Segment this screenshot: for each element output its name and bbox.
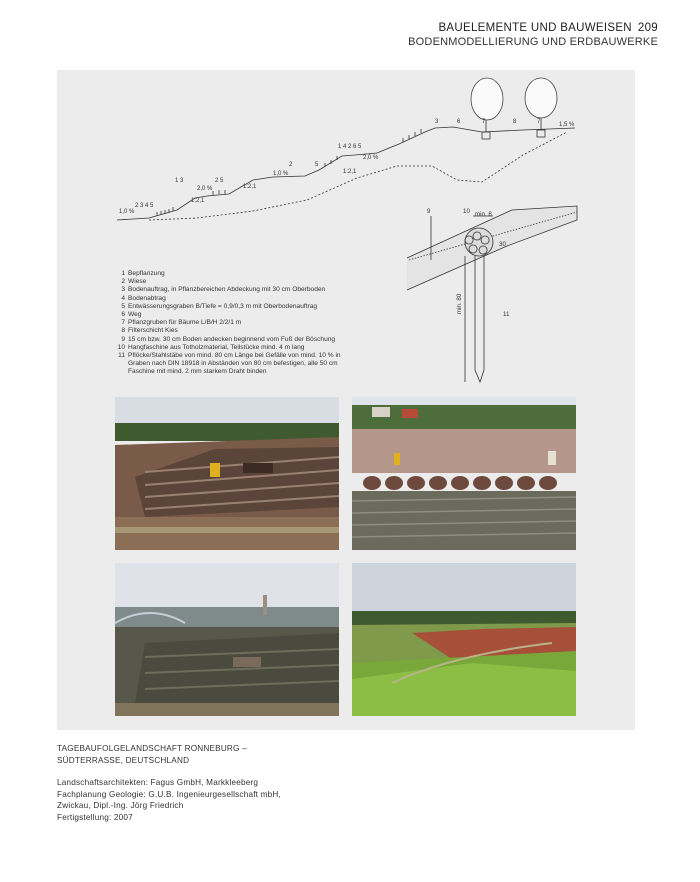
detail-dim30: 30 xyxy=(499,241,506,248)
legend-text: Bodenauftrag, in Pflanzbereichen Abdeckung mit 30 cm Oberboden xyxy=(128,286,326,294)
legend-text: Filterschicht Kies xyxy=(128,327,178,335)
legend-number: 10 xyxy=(117,343,125,351)
detail-label-11: 11 xyxy=(503,311,510,318)
label-slope-a: 1:2,1 xyxy=(191,198,205,204)
running-title xyxy=(408,21,658,35)
label-2.0pct-b: 2,0 % xyxy=(363,155,379,161)
legend-text: Bodenabtrag xyxy=(128,294,166,302)
legend-text: Bepflanzung xyxy=(128,270,165,277)
detail-min8: min. 8 xyxy=(475,211,492,218)
legend-item xyxy=(117,303,347,311)
legend-text: Pflanzgruben für Bäume L/B/H 2/2/1 m xyxy=(128,319,242,327)
svg-text:2 3 4 5: 2 3 4 5 xyxy=(135,203,154,209)
legend-number: 5 xyxy=(121,302,125,310)
legend-number: 4 xyxy=(121,294,125,302)
caption-line-3: Zwickau, Dipl.-Ing. Jörg Friedrich xyxy=(57,801,184,811)
legend-item xyxy=(117,286,347,294)
label-2.0pct-a: 2,0 % xyxy=(197,186,213,192)
legend-item xyxy=(117,311,347,319)
legend-text: 15 cm bzw. 30 cm Boden andecken beginnend vom Fuß der Böschung xyxy=(128,335,336,343)
svg-text:5: 5 xyxy=(315,162,319,168)
legend-number: 11 xyxy=(118,352,125,360)
svg-text:8: 8 xyxy=(513,119,517,125)
label-1.0pct-b: 1,0 % xyxy=(273,171,289,177)
subsection-title: BODENMODELLIERUNG UND ERDBAUWERKE xyxy=(408,36,658,48)
page-number: 209 xyxy=(637,22,658,34)
legend-number: 3 xyxy=(121,286,125,294)
legend-item xyxy=(117,295,347,303)
legend-number: 1 xyxy=(121,270,125,277)
svg-text:1 4 2 6 5: 1 4 2 6 5 xyxy=(338,144,362,150)
svg-text:2 5: 2 5 xyxy=(215,178,224,184)
legend-item xyxy=(117,327,347,335)
legend-number: 2 xyxy=(121,278,125,286)
legend-item xyxy=(117,336,347,344)
svg-text:6: 6 xyxy=(457,119,461,125)
label-slope-c: 1:2,1 xyxy=(343,169,357,175)
svg-text:7: 7 xyxy=(537,119,541,125)
legend-item xyxy=(117,344,347,352)
legend-number: 9 xyxy=(121,335,125,343)
legend-text: Weg xyxy=(128,311,142,319)
section-title: BAUELEMENTE UND BAUWEISEN xyxy=(438,22,632,34)
label-1.5pct: 1,5 % xyxy=(559,122,575,128)
legend-number: 8 xyxy=(121,327,125,335)
legend-text: Pflöcke/Stahlstäbe von mind. 80 cm Länge bei Gefälle von mind. 10 % in Graben nach DIN 18918 in Abständen von 80 cm befestigen, alle 50 cm Faschine mit mind. 2 mm starkem Draht binden xyxy=(128,352,341,376)
svg-text:2: 2 xyxy=(289,162,293,168)
legend-item xyxy=(117,319,347,327)
drawing-legend xyxy=(117,270,347,377)
caption-title-2: SÜDTERRASSE, DEUTSCHLAND xyxy=(57,755,190,765)
caption-line-4: Fertigstellung: 2007 xyxy=(57,812,133,822)
figure-panel xyxy=(57,70,635,730)
photo-terraces-town-bridge xyxy=(115,563,339,716)
detail-label-9: 9 xyxy=(427,208,431,215)
svg-text:3: 3 xyxy=(435,119,439,125)
label-slope-b: 1:2,1 xyxy=(243,184,257,190)
caption-title-1: TAGEBAUFOLGELANDSCHAFT RONNEBURG – xyxy=(57,744,247,753)
legend-item xyxy=(117,278,347,286)
photo-terraces-excavator xyxy=(115,397,339,550)
page-header xyxy=(408,21,658,49)
svg-text:1 3: 1 3 xyxy=(175,178,184,184)
legend-number: 7 xyxy=(121,319,125,327)
caption-line-1: Landschaftsarchitekten: Fagus GmbH, Markkleeberg xyxy=(57,778,259,788)
photo-green-terraces xyxy=(352,563,576,716)
label-1.0pct-a: 1,0 % xyxy=(119,209,135,215)
figure-caption xyxy=(57,743,281,824)
photo-terraces-village xyxy=(352,397,576,550)
legend-text: Wiese xyxy=(128,278,147,286)
legend-text: Hangfaschine aus Totholzmaterial, Teilstücke mind. 4 m lang xyxy=(128,343,305,351)
legend-item xyxy=(117,352,347,377)
detail-min80: min. 80 xyxy=(456,293,463,314)
detail-label-10: 10 xyxy=(463,208,470,215)
svg-text:7: 7 xyxy=(482,119,486,125)
legend-number: 6 xyxy=(121,311,125,319)
legend-item xyxy=(117,270,347,278)
caption-line-2: Fachplanung Geologie: G.U.B. Ingenieurgesellschaft mbH, xyxy=(57,789,281,799)
legend-text: Entwässerungsgraben B/Tiefe = 0,9/0,3 m mit Oberbodenauftrag xyxy=(128,302,318,310)
